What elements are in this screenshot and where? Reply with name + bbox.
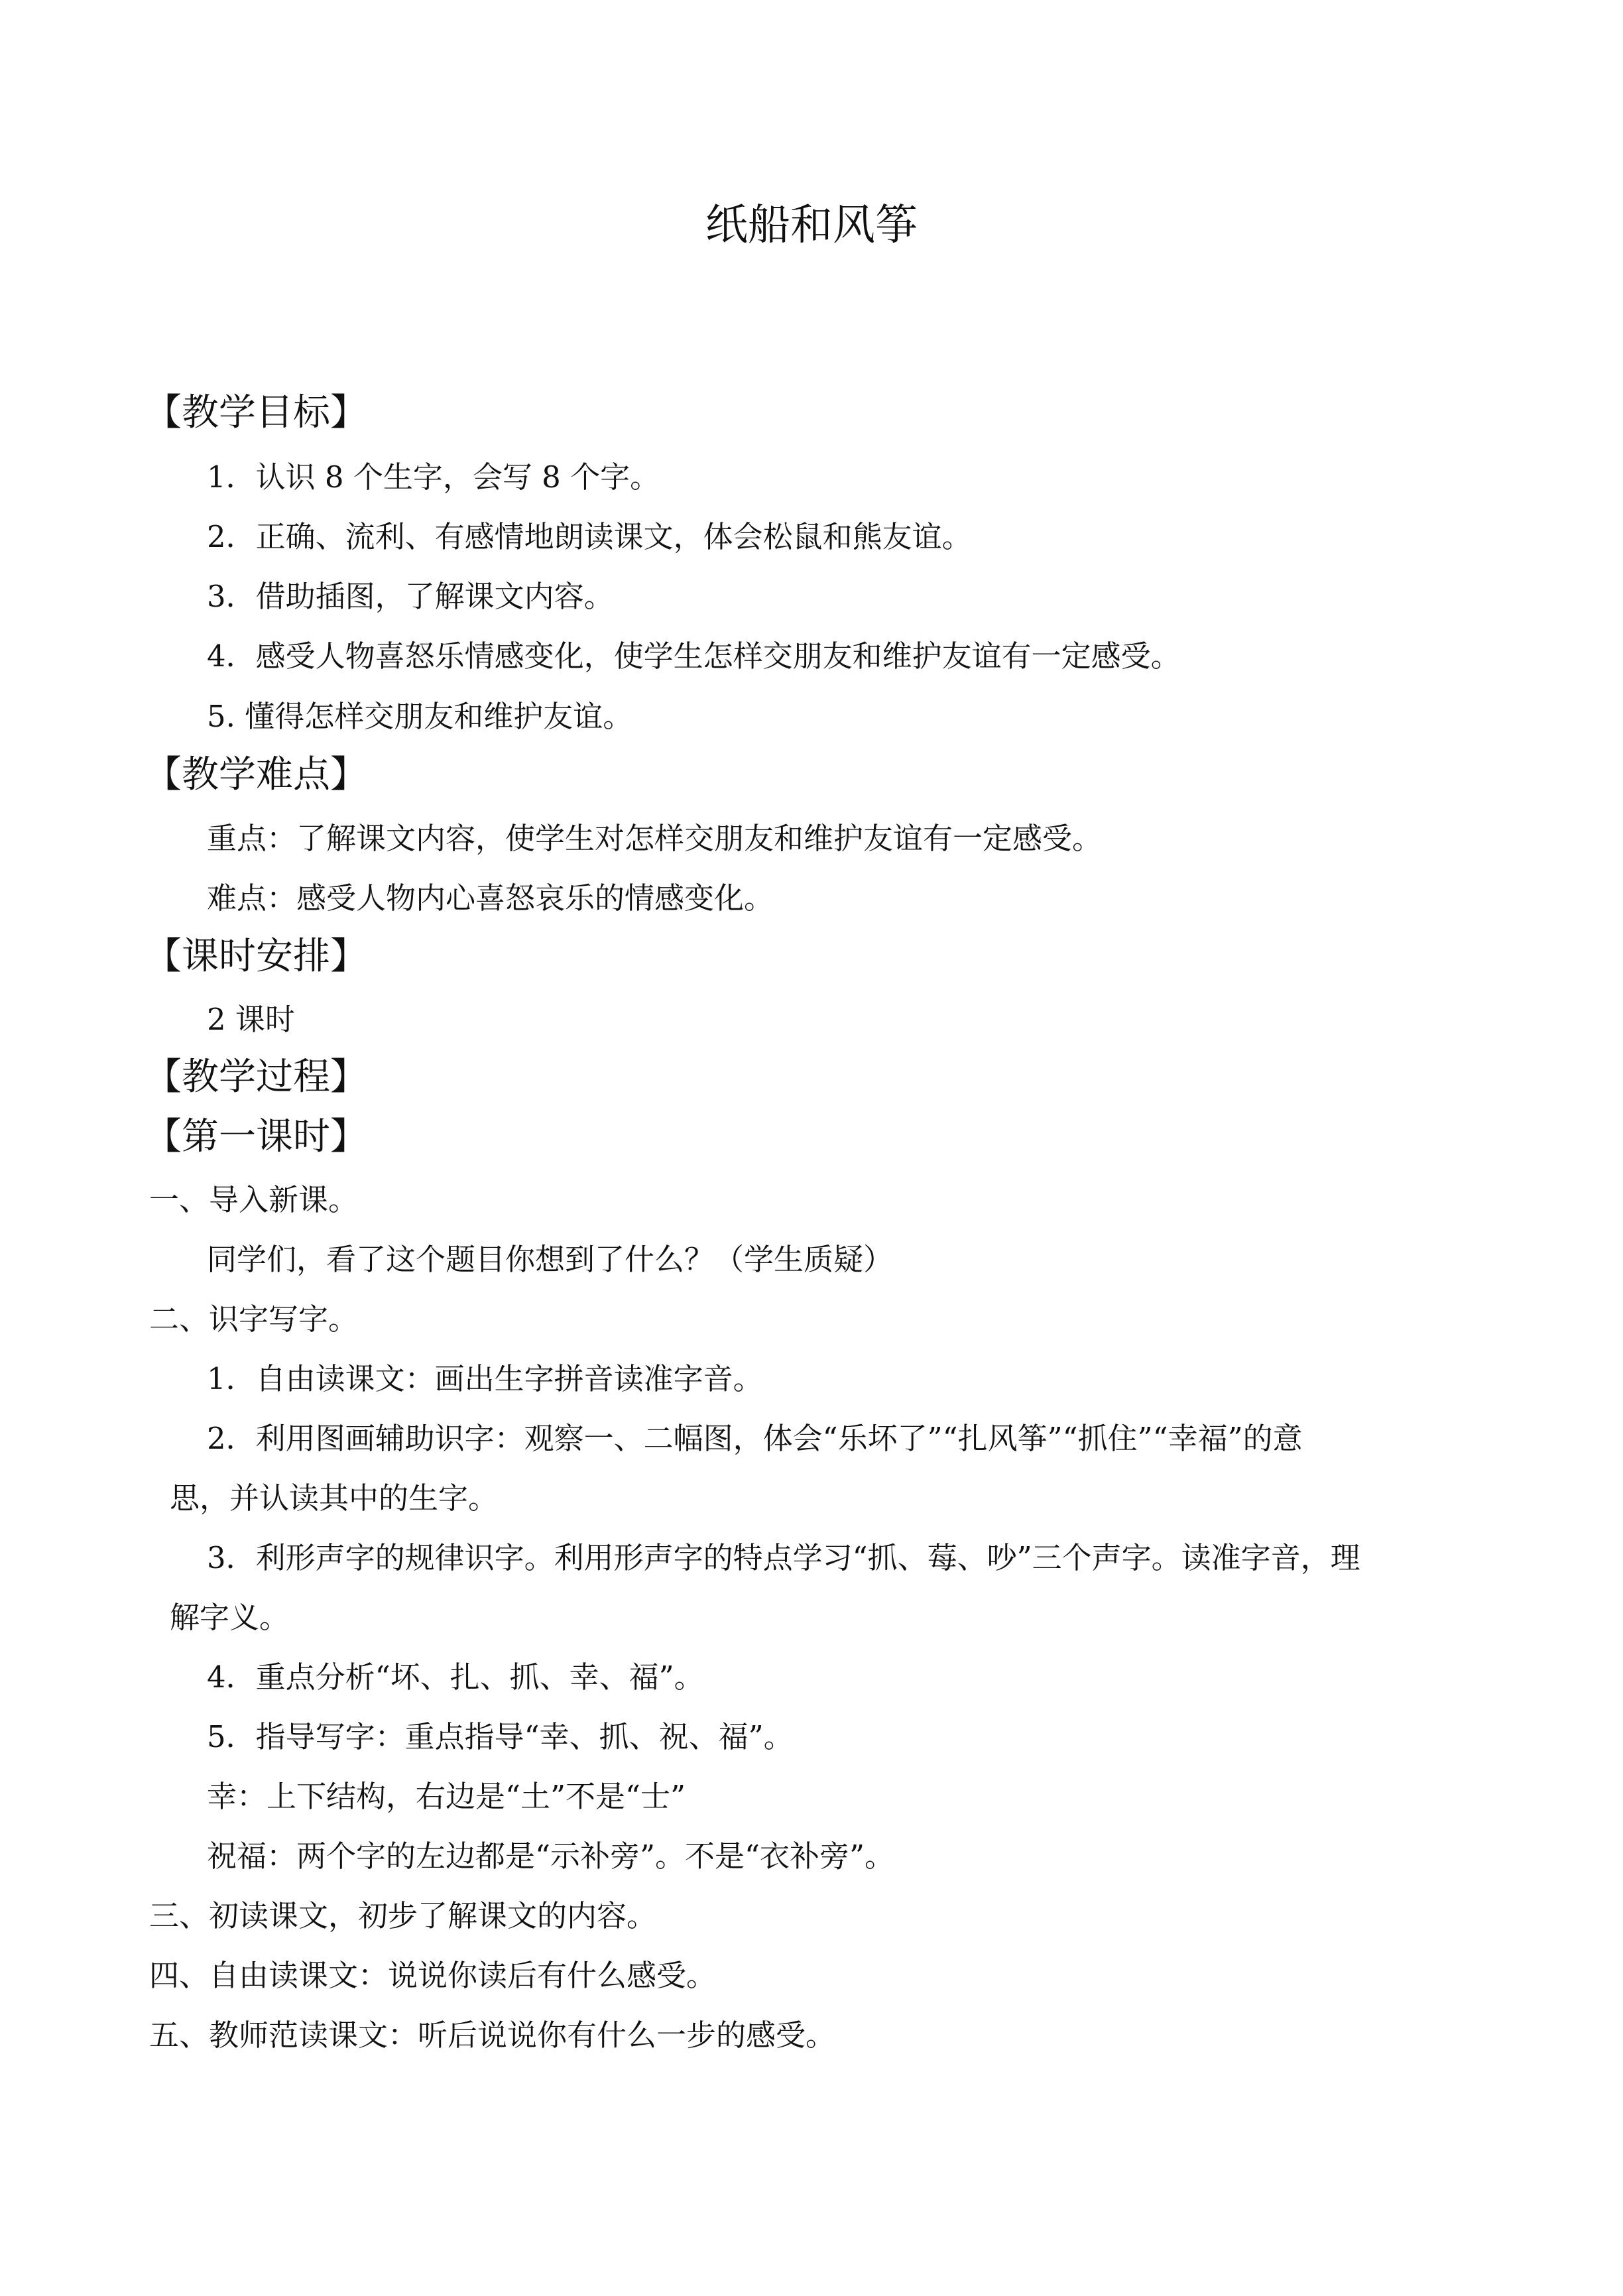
goal-item-1: 1．认识 8 个生字，会写 8 个字。 xyxy=(207,459,660,495)
step1-heading: 一、导入新课。 xyxy=(149,1182,359,1217)
goals-heading: 【教学目标】 xyxy=(145,391,367,434)
schedule-text: 2 课时 xyxy=(207,1002,295,1037)
hard-point: 难点：感受人物内心喜怒哀乐的情感变化。 xyxy=(207,880,774,916)
step2-item-1: 1．自由读课文：画出生字拼音读准字音。 xyxy=(207,1361,763,1396)
step2-item-5: 5．指导写字：重点指导“幸、抓、祝、福”。 xyxy=(207,1719,794,1754)
schedule-heading: 【课时安排】 xyxy=(145,935,367,978)
step3-heading: 三、初读课文，初步了解课文的内容。 xyxy=(149,1898,657,1933)
step2-item-3-line1: 3．利形声字的规律识字。利用形声字的特点学习“抓、莓、吵”三个声字。读准字音，理 xyxy=(207,1540,1360,1575)
lesson1-heading: 【第一课时】 xyxy=(145,1115,367,1158)
step2-item-3-line2: 解字义。 xyxy=(170,1600,290,1635)
goal-item-5: 5. 懂得怎样交朋友和维护友谊。 xyxy=(207,699,633,734)
step2-item-4: 4．重点分析“坏、扎、抓、幸、福”。 xyxy=(207,1660,704,1695)
step5-heading: 五、教师范读课文：听后说说你有什么一步的感受。 xyxy=(149,2018,836,2053)
step2-note-zhufu: 祝福：两个字的左边都是“示补旁”。不是“衣补旁”。 xyxy=(207,1839,895,1874)
step1-text: 同学们，看了这个题目你想到了什么？（学生质疑） xyxy=(207,1242,894,1277)
process-heading: 【教学过程】 xyxy=(145,1056,367,1099)
key-point: 重点：了解课文内容，使学生对怎样交朋友和维护友谊有一定感受。 xyxy=(207,821,1103,856)
document-title: 纸船和风筝 xyxy=(705,201,918,250)
step2-note-xing: 幸：上下结构，右边是“土”不是“士” xyxy=(207,1779,686,1814)
difficulty-heading: 【教学难点】 xyxy=(145,753,367,796)
step2-item-2-line1: 2．利用图画辅助识字：观察一、二幅图，体会“乐坏了”“扎风筝”“抓住”“幸福”的意 xyxy=(207,1421,1303,1456)
step2-item-2-line2: 思，并认读其中的生字。 xyxy=(170,1480,499,1516)
goal-item-4: 4．感受人物喜怒乐情感变化，使学生怎样交朋友和维护友谊有一定感受。 xyxy=(207,638,1181,674)
goal-item-2: 2．正确、流利、有感情地朗读课文，体会松鼠和熊友谊。 xyxy=(207,519,972,554)
step2-heading: 二、识字写字。 xyxy=(149,1301,359,1337)
goal-item-3: 3．借助插图，了解课文内容。 xyxy=(207,579,614,614)
step4-heading: 四、自由读课文：说说你读后有什么感受。 xyxy=(149,1958,717,1993)
